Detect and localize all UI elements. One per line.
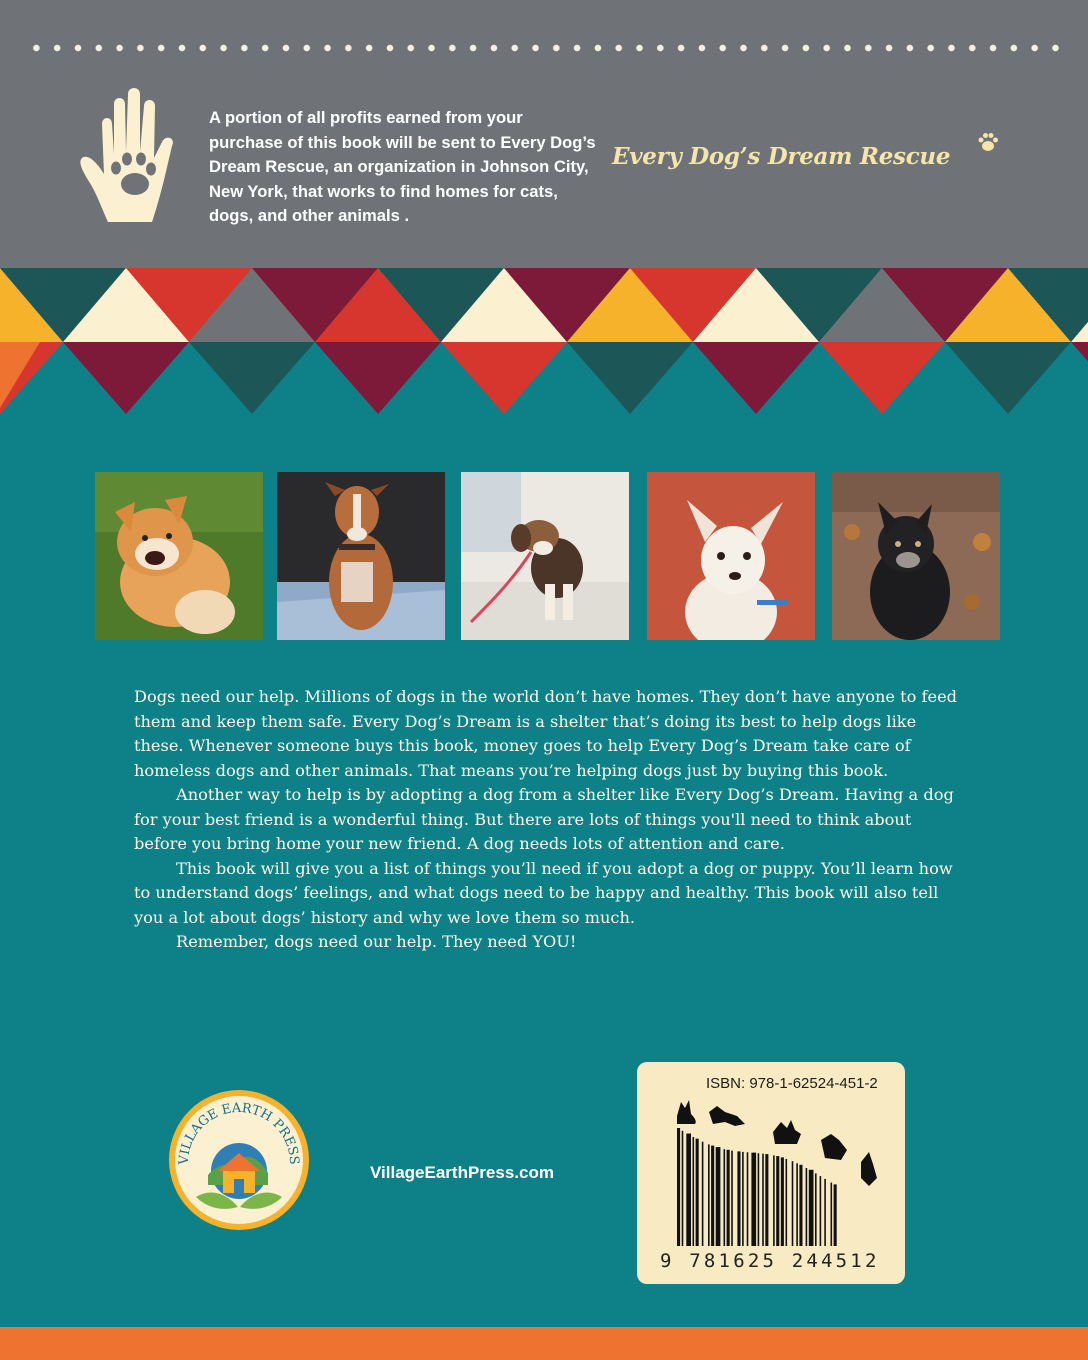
dotted-border xyxy=(26,44,1066,52)
publisher-logo xyxy=(168,1089,310,1231)
donation-text: A portion of all profits earned from your purchase of this book will be sent to Every Dog’s Dream Rescue, an organization in Johnson City, New York, that works to find homes for cats, dogs, and other animals . xyxy=(209,108,596,225)
dog-photo-4 xyxy=(647,472,815,640)
dog-photo-5 xyxy=(832,472,1000,640)
paw-icon xyxy=(976,130,1000,154)
rescue-logo-text: Every Dog’s Dream Rescue xyxy=(612,143,951,170)
body-paragraph-4: Remember, dogs need our help. They need YOU! xyxy=(176,932,577,951)
dog-photo-row xyxy=(95,472,1001,640)
dog-photo-3 xyxy=(461,472,629,640)
barcode-digits: 9 781625 244512 xyxy=(660,1250,880,1272)
hand-with-paw-icon xyxy=(78,84,184,224)
dog-photo-2 xyxy=(277,472,445,640)
body-text xyxy=(134,685,964,955)
publisher-logo-text: VILLAGE EARTH PRESS xyxy=(176,1100,302,1166)
body-paragraph-1: Dogs need our help. Millions of dogs in the world don’t have homes. They don’t have anyone to feed them and keep them safe. Every Dog’s Dream is a shelter that’s doing its best to help dogs like these. Whenever someone buys this book, money goes to help Every Dog’s Dream take care of homeless dogs and other animals. That means you’re helping dogs just by buying this book. xyxy=(134,687,958,780)
triangle-pattern-band xyxy=(0,268,1088,414)
top-header-band xyxy=(0,0,1088,300)
isbn-label: ISBN: 978-1-62524-451-2 xyxy=(706,1075,878,1092)
dog-photo-1 xyxy=(95,472,263,640)
body-paragraph-3: This book will give you a list of things you’ll need if you adopt a dog or puppy. You’ll learn how to understand dogs’ feelings, and what dogs need to be happy and healthy. This book will also tell you a lot about dogs’ history and why we love them so much. xyxy=(134,858,953,927)
bottom-stripe xyxy=(0,1327,1088,1360)
body-paragraph-2: Another way to help is by adopting a dog from a shelter like Every Dog’s Dream. Having a dog for your best friend is a wonderful thing. But there are lots of things you'll need to think about before you bring home your new friend. A dog needs lots of attention and care. xyxy=(134,785,954,853)
publisher-url-link[interactable]: VillageEarthPress.com xyxy=(370,1163,554,1182)
